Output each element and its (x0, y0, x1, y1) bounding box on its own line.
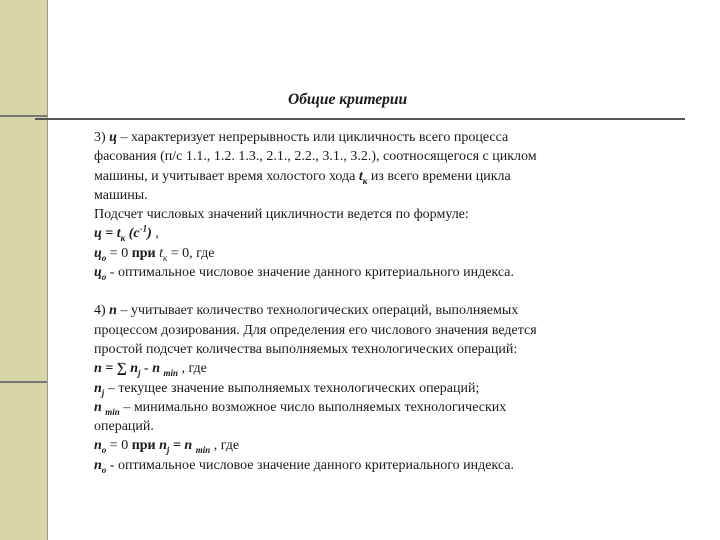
s2-line-2: процессом дозирования. Для определения его числового значения ведется (94, 322, 537, 338)
f3-text: - оптимальное числовое значение данного критериального индекса. (106, 265, 514, 281)
s1-line-3 (94, 167, 634, 186)
s1-formula-2 (94, 244, 634, 263)
s2f4-tail: , где (210, 438, 240, 454)
s2-formula-3-cont: операций. (94, 419, 154, 435)
sidebar-tick-bottom (0, 381, 47, 383)
s2-text: – учитывает количество технологических операций, выполняемых (116, 303, 519, 319)
vertical-divider (47, 0, 48, 540)
f2-eq: = 0 (106, 245, 132, 261)
s2f1-min: min (163, 368, 179, 379)
s2-formula-5 (94, 456, 634, 475)
sidebar-tick-top (0, 115, 47, 117)
s2f4-pri: при (131, 438, 156, 454)
title-underline (35, 118, 685, 120)
s2-line-3: простой подсчет количества выполняемых технологических операций: (94, 341, 518, 357)
f2-k-sub: к (163, 252, 168, 263)
s1-line-3-pre: машины, и учитывает время холостого хода (94, 168, 359, 184)
s2f4-n: n (94, 438, 102, 454)
f2-tail: = 0, где (167, 245, 215, 261)
s1-line-4: машины. (94, 187, 148, 203)
f1-tail: , (151, 226, 159, 242)
s1-k-subscript: к (362, 175, 368, 186)
s2-formula-2 (94, 379, 634, 398)
f1-c: (c (125, 226, 140, 242)
slide-title: Общие критерии (288, 91, 408, 108)
s2f4-nj: n (159, 438, 167, 454)
s2-symbol: n (109, 303, 117, 319)
s2f5-text: - оптимальное числовое значение данного критериального индекса. (106, 457, 514, 473)
s2-formula-1 (94, 359, 634, 378)
f2-sym: ц (94, 245, 102, 261)
f2-pri: при (131, 245, 156, 261)
s1-t-symbol: t (358, 168, 363, 184)
s2f5-o: o (101, 464, 107, 475)
s2f5-n: n (94, 457, 102, 473)
s2f1-tail: , где (178, 361, 207, 377)
s2f1-lhs: n = ∑ n (94, 361, 139, 377)
s1-formula-3 (94, 263, 634, 282)
s1-formula-1 (94, 224, 634, 243)
s2-formula-4 (94, 436, 634, 455)
s2f3-n: n (94, 399, 106, 415)
section-gap (94, 282, 634, 301)
slide-body (94, 128, 634, 475)
f1-exp: -1 (139, 223, 148, 234)
f1-lhs: ц = t (94, 226, 121, 242)
s1-text: – характеризует непрерывность или цикличность всего процесса (116, 130, 509, 145)
s2f4-min: min (195, 445, 211, 456)
s2f2-n: n (94, 380, 102, 396)
f3-sym: ц (94, 265, 102, 281)
f3-sub: о (101, 271, 107, 282)
s2f2-j: j (101, 387, 105, 398)
s1-line-1 (94, 128, 634, 147)
s2f2-text: – текущее значение выполняемых технологических операций; (104, 380, 480, 396)
s2f1-mid: - n (140, 361, 164, 377)
s1-line-2: фасования (п/с 1.1., 1.2. 1.3., 2.1., 2.2., 3.1., 3.2.), соотносящегося с циклом (94, 149, 537, 165)
f2-sub: о (101, 252, 107, 263)
f2-t: t (159, 245, 164, 261)
s2f4-o: o (101, 445, 107, 456)
s1-number: 3) (94, 130, 110, 145)
s2f3-text: – минимально возможное число выполняемых технологических (119, 399, 507, 415)
f1-k-sub: к (120, 233, 126, 244)
s1-line-3-post: из всего времени цикла (367, 168, 511, 184)
f1-close: ) (147, 226, 152, 242)
s2-number: 4) (94, 303, 110, 319)
s2f4-eq2: = n (169, 438, 196, 454)
s2f4-j: j (166, 445, 170, 456)
s2f3-min: min (105, 406, 120, 417)
s2f4-eq: = 0 (106, 438, 132, 454)
s2-formula-3 (94, 398, 634, 417)
sidebar-decoration (0, 0, 47, 540)
s1-line-5: Подсчет числовых значений цикличности ведется по формуле: (94, 207, 469, 223)
s2f1-j: j (138, 368, 141, 379)
s1-symbol: ц (109, 130, 117, 145)
s2-line-1 (94, 301, 634, 320)
